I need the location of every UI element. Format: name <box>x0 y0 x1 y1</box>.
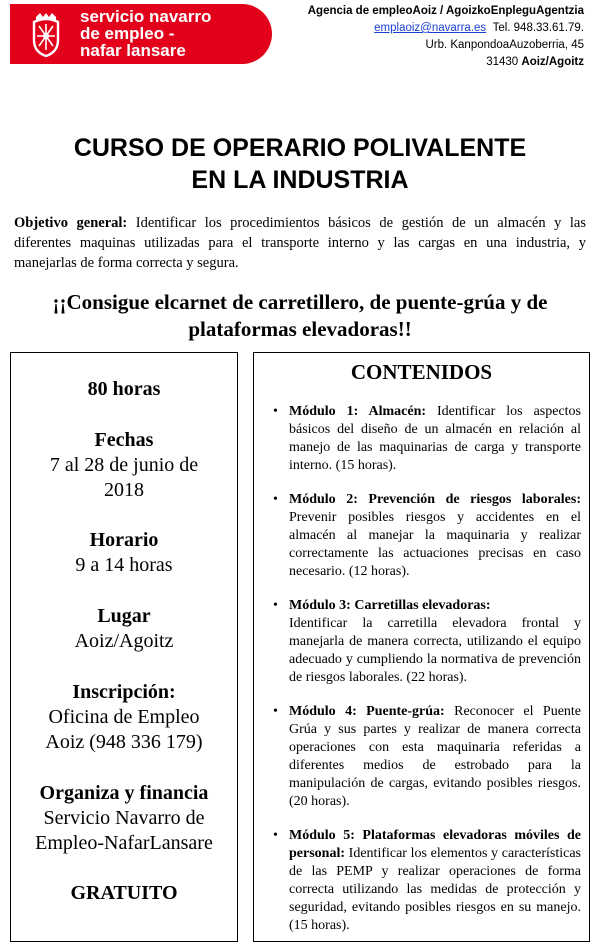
contents-title: CONTENIDOS <box>350 360 493 384</box>
module-item <box>289 827 581 935</box>
organizer-line1: Servicio Navarro de <box>43 807 205 829</box>
dates-section <box>11 428 237 503</box>
module-item <box>289 403 581 475</box>
title-line1: CURSO DE OPERARIO POLIVALENTE <box>73 134 527 162</box>
hours: 80 horas <box>87 378 161 400</box>
objective-paragraph <box>14 213 586 273</box>
module-text: Identificar los elementos y características de las PEMP y realizar operaciones de forma correcta utilizando las medidas de protección y seguridad, evitando posibles riesgos en su manejo. (15 horas). <box>289 846 582 933</box>
logo-text <box>80 8 211 59</box>
place-section <box>11 604 237 654</box>
city: Aoiz/Agoitz <box>521 56 584 68</box>
registration-line1: Oficina de Empleo <box>48 706 200 728</box>
schedule-label: Horario <box>89 529 159 551</box>
module-title: Módulo 3: Carretillas elevadoras: <box>289 598 491 613</box>
objective-label: Objetivo general: <box>14 215 128 231</box>
dates-label: Fechas <box>94 429 154 451</box>
module-text: Identificar los aspectos básicos del diseño de un almacén en relación al manejo de las maquinarias de carga y transporte interno. (15 horas). <box>289 404 582 473</box>
place-label: Lugar <box>97 605 151 627</box>
logo-banner <box>10 4 272 64</box>
schedule-section <box>11 528 237 578</box>
module-item <box>289 597 581 687</box>
price: GRATUITO <box>70 882 178 904</box>
city-line <box>274 54 584 71</box>
title-line2: EN LA INDUSTRIA <box>191 166 409 194</box>
dates-line1: 7 al 28 de junio de <box>49 454 199 476</box>
objective-text: Identificar los procedimientos básicos de gestión de un almacén y las diferentes maquinas utilizadas para el transporte interno y las cargas en una industria, y manejarlas de forma correcta y segura. <box>14 215 587 271</box>
schedule-value: 9 a 14 horas <box>75 554 173 576</box>
agency-info <box>274 3 584 71</box>
page-title <box>0 132 600 196</box>
contents-box <box>253 352 590 942</box>
registration-label: Inscripción: <box>72 681 176 703</box>
logo-line2: de empleo - <box>80 24 175 43</box>
registration-section <box>11 680 237 755</box>
navarra-shield-icon <box>28 12 64 58</box>
address: Urb. KanpondoaAuzoberria, 45 <box>425 39 584 51</box>
organizer-section <box>11 781 237 856</box>
module-title: Módulo 2: Prevención de riesgos laborales: <box>289 492 581 507</box>
agency-name: Agencia de empleoAoiz / AgoizkoEnpleguAgentzia <box>307 5 584 17</box>
dates-line2: 2018 <box>104 479 144 501</box>
phone: Tel. 948.33.61.79. <box>492 22 584 34</box>
email-link[interactable]: emplaoiz@navarra.es <box>374 22 487 34</box>
module-title: Módulo 5: Plataformas elevadoras móviles de personal: <box>289 828 581 861</box>
course-details-box <box>10 352 238 942</box>
organizer-line2: Empleo-NafarLansare <box>35 832 213 854</box>
module-item <box>289 703 581 811</box>
module-text: Reconocer el Puente Grúa y sus partes y realizar de manera correcta operaciones con esta maquinaria referidas a diferentes medios de estrobado para la manipulación de cargas, evitando posibles riesgos. (20 horas). <box>289 704 582 809</box>
place-value: Aoiz/Agoitz <box>74 630 174 652</box>
registration-line2: Aoiz (948 336 179) <box>45 731 203 753</box>
postal-code: 31430 <box>486 56 519 68</box>
organizer-label: Organiza y financia <box>39 782 209 804</box>
slogan <box>0 289 600 343</box>
module-text: Prevenir posibles riesgos y accidentes en el almacén al manejar la maquinaria y realizar correctamente las actuaciones precisas en caso necesario. (12 horas). <box>289 510 581 579</box>
slogan-line2: plataformas elevadoras!! <box>188 317 412 341</box>
logo-line3: nafar lansare <box>80 41 186 60</box>
slogan-line1: ¡¡Consigue elcarnet de carretillero, de puente-grúa y de <box>52 290 548 314</box>
logo-line1: servicio navarro <box>80 7 212 26</box>
module-text: Identificar la carretilla elevadora frontal y manejarla de manera correcta, utilizando el equipo adecuado y cumpliendo la normativa de prevención de riesgos laborales. (22 horas). <box>289 616 581 685</box>
module-title: Módulo 4: Puente-grúa: <box>289 704 445 719</box>
module-item <box>289 491 581 581</box>
contact-line <box>274 20 584 37</box>
module-title: Módulo 1: Almacén: <box>289 404 427 419</box>
